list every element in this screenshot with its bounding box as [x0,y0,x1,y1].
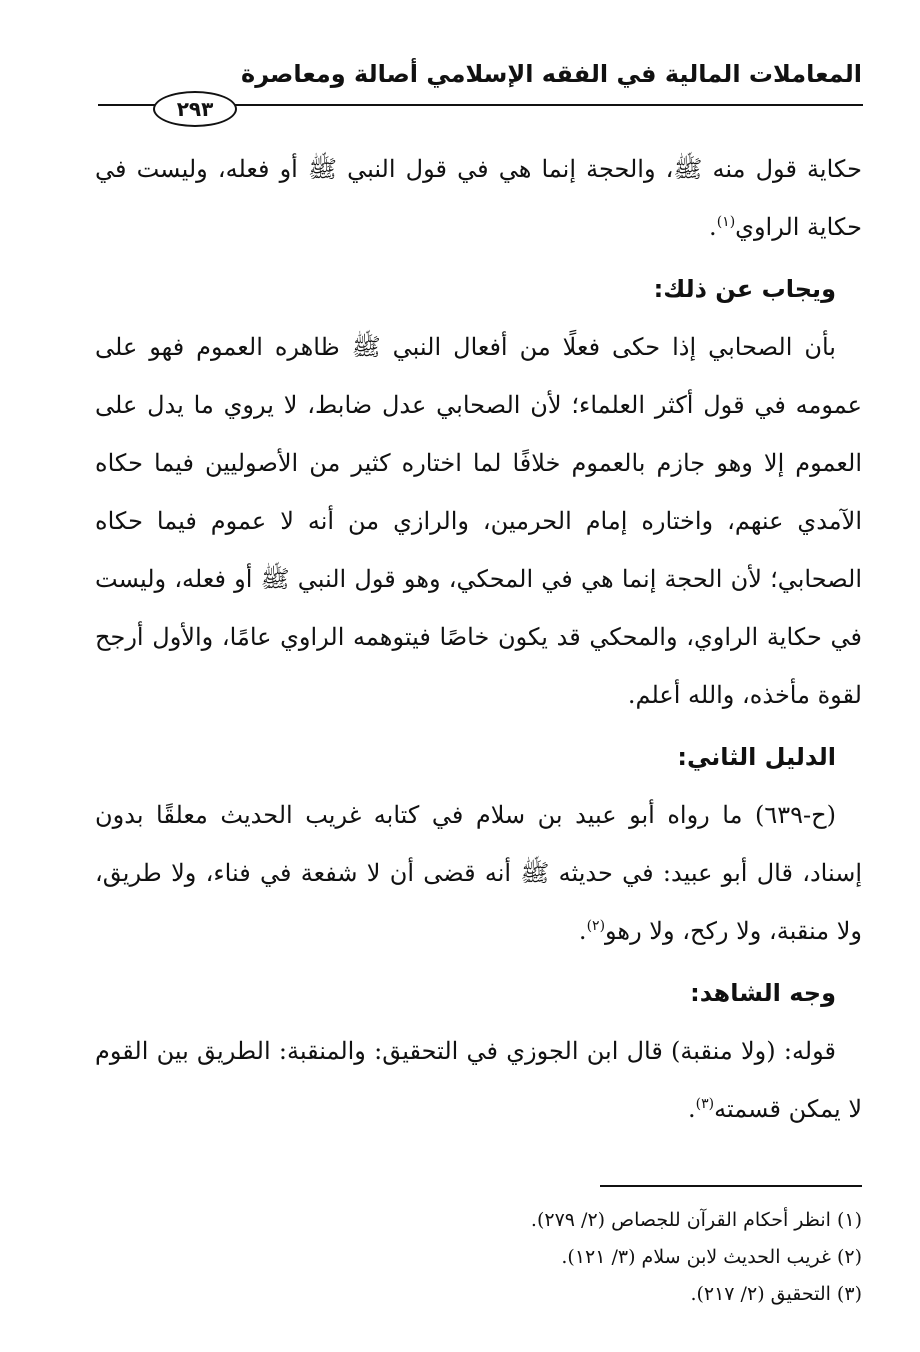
page-number-badge: ٢٩٣ [153,91,237,127]
paragraph: (ح-٦٣٩) ما رواه أبو عبيد بن سلام في كتابه غريب الحديث معلقًا بدون إسناد، قال أبو عبيد: في حديثه ﷺ أنه قضى أن لا شفعة في فناء، ولا طريق، ولا منقبة، ولا ركح، ولا رهو$^{(٢)}$. [95,801,862,945]
footnote: (٣) التحقيق (٢/ ٢١٧). [690,1283,862,1305]
section-heading: ويجاب عن ذلك: [653,275,836,303]
main-text [95,140,862,1138]
footnote-marker[interactable]: (٣) [695,1096,715,1112]
paragraph: حكاية قول منه ﷺ، والحجة إنما هي في قول النبي ﷺ أو فعله، وليست في حكاية الراوي$^{(١)}$. [95,155,862,241]
footnotes [95,1202,862,1313]
footnote-marker[interactable]: (١) [716,214,736,230]
paragraph: بأن الصحابي إذا حكى فعلًا من أفعال النبي ﷺ ظاهره العموم فهو على عمومه في قول أكثر العلماء؛ لأن الصحابي عدل ضابط، لا يروي ما يدل على العموم إلا وهو جازم بالعموم خلافًا لما اختاره كثير من الأصوليين فيما حكاه الآمدي عنهم، واختاره إمام الحرمين، والرازي من أنه لا عموم فيما حكاه الصحابي؛ لأن الحجة إنما هي في المحكي، وهو قول النبي ﷺ أو فعله، وليست في حكاية الراوي، والمحكي قد يكون خاصًا فيتوهمه الراوي عامًا، والأول أرجح لقوة مأخذه، والله أعلم. [95,333,862,709]
running-header-title: المعاملات المالية في الفقه الإسلامي أصالة ومعاصرة [241,60,862,88]
footnote: (٢) غريب الحديث لابن سلام (٣/ ١٢١). [561,1246,862,1268]
paragraph: قوله: (ولا منقبة) قال ابن الجوزي في التحقيق: والمنقبة: الطريق بين القوم لا يمكن قسمته$^{(٣)}$. [95,1037,862,1123]
footnotes-rule [600,1185,862,1187]
footnote: (١) انظر أحكام القرآن للجصاص (٢/ ٢٧٩). [530,1209,862,1231]
section-heading: الدليل الثاني: [677,743,836,771]
section-heading: وجه الشاهد: [690,979,836,1007]
footnote-marker[interactable]: (٢) [586,918,606,934]
